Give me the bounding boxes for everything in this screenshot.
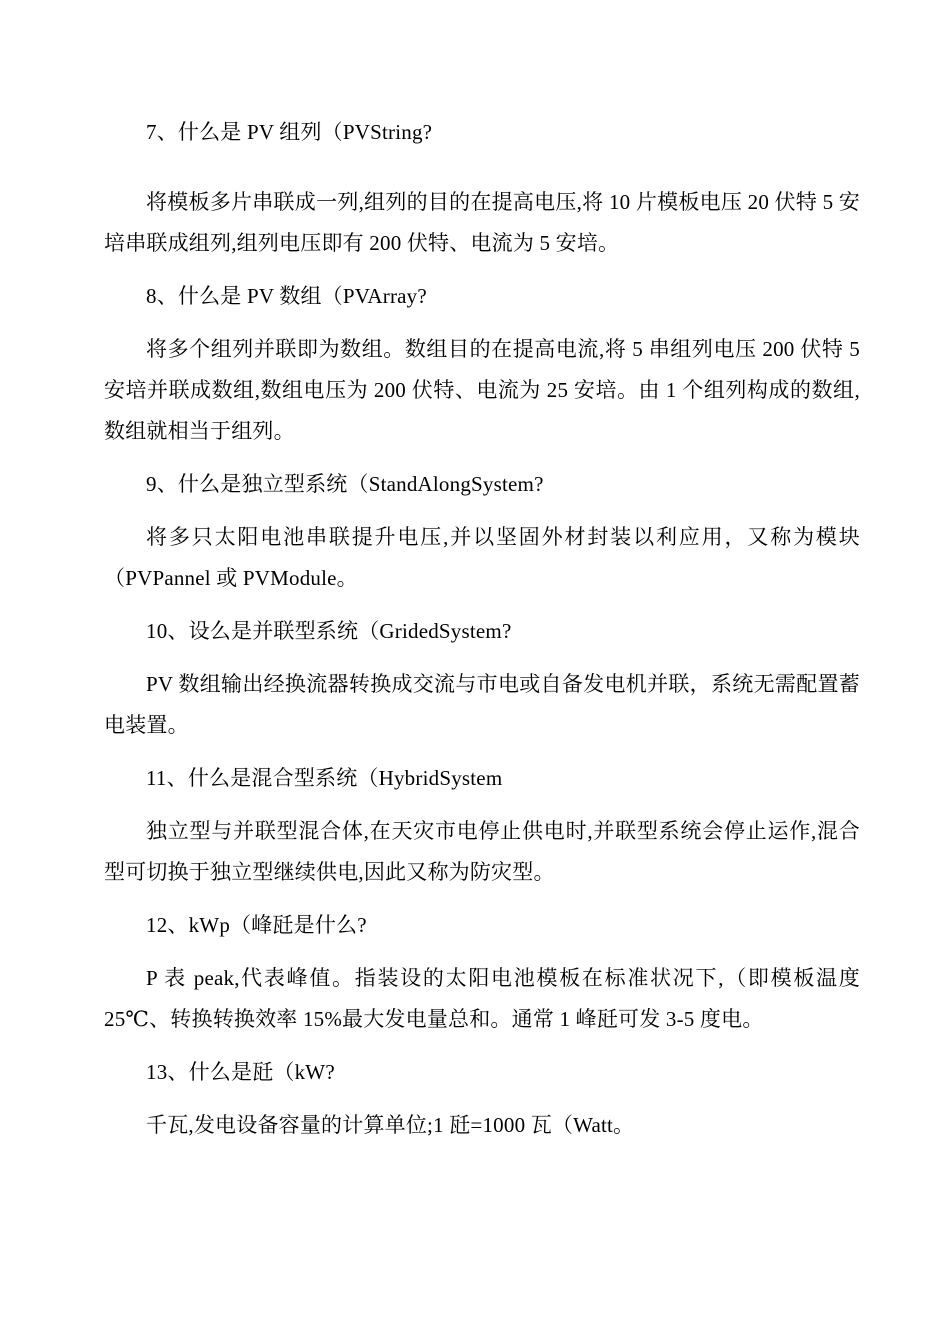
question-heading: 8、什么是 PV 数组（PVArray? <box>146 284 427 308</box>
question-heading: 9、什么是独立型系统（StandAlongSystem? <box>146 472 544 496</box>
answer-paragraph: 将多只太阳电池串联提升电压,并以坚固外材封装以利应用，又称为模块（PVPannel 或 PVModule。 <box>104 525 860 590</box>
qa-item <box>104 758 860 893</box>
qa-item <box>104 464 860 599</box>
answer-paragraph: 千瓦,发电设备容量的计算单位;1 瓩=1000 瓦（Watt。 <box>146 1113 635 1137</box>
question-heading: 7、什么是 PV 组列（PVString? <box>146 120 433 144</box>
qa-item <box>104 112 860 264</box>
answer-paragraph: PV 数组输出经换流器转换成交流与市电或自备发电机并联，系统无需配置蓄电装置。 <box>104 672 860 737</box>
answer-paragraph: 将模板多片串联成一列,组列的目的在提高电压,将 10 片模板电压 20 伏特 5 安培串联成组列,组列电压即有 200 伏特、电流为 5 安培。 <box>104 190 860 255</box>
question-heading: 13、什么是瓩（kW? <box>146 1060 335 1084</box>
answer-paragraph: 独立型与并联型混合体,在天灾市电停止供电时,并联型系统会停止运作,混合型可切换于独立型继续供电,因此又称为防灾型。 <box>104 819 860 884</box>
question-heading: 11、什么是混合型系统（HybridSystem <box>146 766 503 790</box>
qa-item <box>104 905 860 1040</box>
answer-paragraph: 将多个组列并联即为数组。数组目的在提高电流,将 5 串组列电压 200 伏特 5 安培并联成数组,数组电压为 200 伏特、电流为 25 安培。由 1 个组列构成的数组,数组就相当于组列。 <box>104 337 860 443</box>
qa-item <box>104 611 860 746</box>
qa-item <box>104 276 860 452</box>
question-heading: 12、kWp（峰瓩是什么? <box>146 913 367 937</box>
qa-item <box>104 1052 860 1146</box>
answer-paragraph: P 表 peak,代表峰值。指装设的太阳电池模板在标准状况下,（即模板温度 25℃、转换转换效率 15%最大发电量总和。通常 1 峰瓩可发 3-5 度电。 <box>104 966 860 1031</box>
question-heading: 10、设么是并联型系统（GridedSystem? <box>146 619 512 643</box>
